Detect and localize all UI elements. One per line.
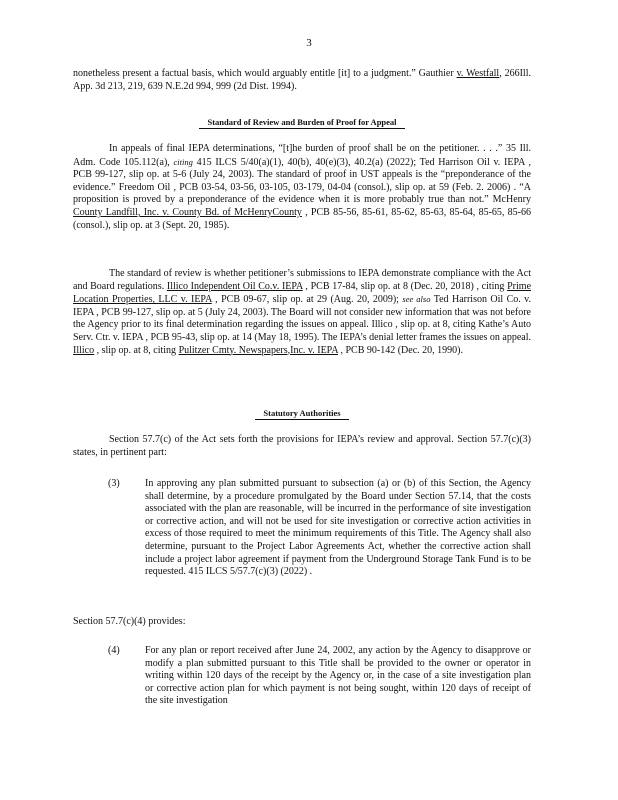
text-run: nonetheless present a factual basis, which would arguably entitle [it] to a judgment.” Gauthier bbox=[73, 68, 457, 79]
quoted-subsection-4 bbox=[108, 645, 531, 708]
signal-italic: see also bbox=[402, 294, 431, 305]
case-citation: Pulitzer Cmty. Newspapers,Inc. v. IEPA bbox=[178, 344, 338, 356]
text-run: , 266Ill. App. 3d 213, 219, 639 N.E.2d 994, 999 (2d Dist. 1994). bbox=[73, 68, 531, 92]
text-run: , PCB 17-84, slip op. at 8 (Dec. 20, 2018) , citing bbox=[302, 280, 508, 292]
section-heading-statutory-authorities: Statutory Authorities bbox=[73, 408, 531, 420]
paragraph-gauthier-citation bbox=[73, 68, 531, 93]
paragraph-section-57-7-c-4: Section 57.7(c)(4) provides: bbox=[73, 616, 186, 627]
page-number: 3 bbox=[306, 37, 312, 49]
case-citation: Illico bbox=[73, 344, 95, 356]
quoted-subsection-3 bbox=[108, 478, 531, 579]
text-run: , PCB 90-142 (Dec. 20, 1990). bbox=[338, 344, 463, 356]
case-citation: Illico Independent Oil Co.v. IEPA bbox=[166, 280, 303, 292]
paragraph-section-57-7-c: Section 57.7(c) of the Act sets forth the provisions for IEPA’s review and approval. Section 57.7(c)(3) states, in pertinent part: bbox=[73, 434, 531, 458]
paragraph-burden-of-proof bbox=[73, 143, 531, 232]
subsection-text: For any plan or report received after June 24, 2002, any action by the Agency to disapprove or modify a plan submitted pursuant to this Title shall be provided to the owner or operator in writing within 120 days of the receipt by the Agency or, in the case of a site investigation plan or corrective action plan for which payment is not being sought, within 120 days of receipt of the site investigation bbox=[145, 645, 531, 707]
text-run: 415 ILCS 5/40(a)(1), 40(b), 40(e)(3), 40.2(a) (2022); Ted Harrison Oil v. IEPA , PCB 99-127, slip op. at 5-6 (July 24, 2003). The standard of proof in UST appeals is the “preponderance of the evidence.” Freedom Oil , PCB 03-54, 03-56, 03-105, 03-179, 04-04 (consol.), slip op. at 59 (Feb. 2. 2006) . “A proposition is proved by a preponderance of the evidence when it is more probably true than not.” McHenry bbox=[73, 156, 531, 206]
text-run: , slip op. at 8, citing bbox=[94, 344, 179, 356]
case-citation: Prime Location Properties, LLC v. IEPA bbox=[73, 280, 532, 306]
subsection-number: (3) bbox=[108, 478, 120, 489]
text-run: , PCB 85-56, 85-61, 85-62, 85-63, 85-64, 85-65, 85-66 (consol.), slip op. at 3 (Sept. 20, 1985). bbox=[73, 206, 531, 231]
text-run: In appeals of final IEPA determinations, “[t]he burden of proof shall be on the petitioner. . . .” 35 Ill. Adm. Code 105.112(a), bbox=[73, 143, 531, 168]
section-heading-standard-of-review: Standard of Review and Burden of Proof for Appeal bbox=[73, 117, 531, 129]
subsection-number: (4) bbox=[108, 645, 120, 656]
text-run: The standard of review is whether petitioner’s submissions to IEPA demonstrate compliance with the Act and Board regulations. bbox=[73, 268, 531, 292]
text-run: Ted Harrison Oil Co. v. IEPA , PCB 99-127, slip op. at 5 (July 24, 2003). The Board will not consider new information that was not before the Agency prior to its final determination regarding the issues on appeal. Illico , slip op. at 8, citing Kathe’s Auto Serv. Ctr. v. IEPA , PCB 95-43, slip op. at 14 (May 18, 1995). The IEPA’s denial letter frames the issues on appeal. bbox=[73, 294, 532, 343]
signal-italic: citing bbox=[173, 156, 193, 167]
case-citation: v. Westfall bbox=[456, 68, 500, 79]
subsection-text: In approving any plan submitted pursuant to subsection (a) or (b) of this Section, the Agency shall determine, by a procedure promulgated by the Board under Section 57.14, that the costs associated with the plan are reasonable, will be incurred in the performance of site investigation or corrective action, and will not be used for site investigation or corrective action activities in excess of those required to meet the minimum requirements of this Title. The Agency shall also determine, pursuant to the Project Labor Agreements Act, whether the corrective action shall include a project labor agreement if payment from the Underground Storage Tank Fund is to be requested. 415 ILCS 5/57.7(c)(3) (2022) . bbox=[145, 478, 531, 578]
case-citation: County Landfill, Inc. v. County Bd. of McHenryCounty bbox=[73, 206, 302, 218]
paragraph-standard-of-review bbox=[73, 268, 531, 357]
text-run: , PCB 09-67, slip op. at 29 (Aug. 20, 2009); bbox=[211, 294, 403, 306]
